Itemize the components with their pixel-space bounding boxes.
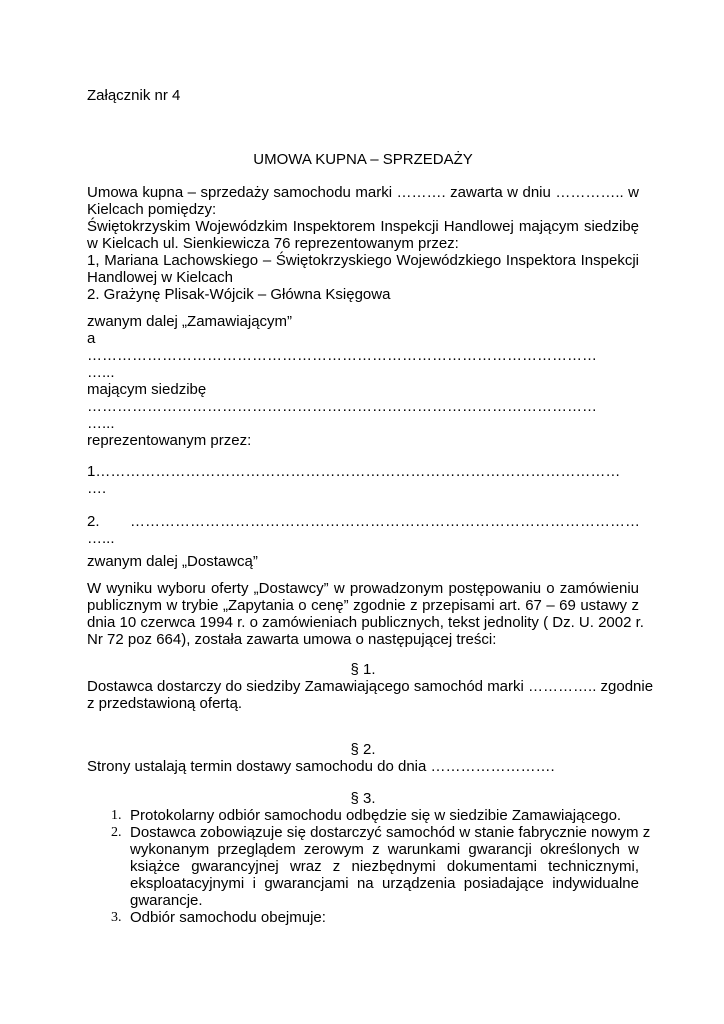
list-item-text: Protokolarny odbiór samochodu odbędzie się w siedzibie Zamawiającego. [130,807,622,824]
list-item-text: Dostawca zobowiązuje się dostarczyć samochód w stanie fabrycznie nowym z [130,824,651,841]
seat-placeholder: ………………………………………………………………………………………… [87,398,597,415]
preamble-line: publicznym w trybie „Zapytania o cenę” zgodnie z przepisami art. 67 – 69 ustawy z [87,597,639,614]
representative-2-placeholder: ………………………………………………………………………………………… [130,513,640,530]
preamble-line: Nr 72 poz 664), została zawarta umowa o następującej treści: [87,631,497,648]
representative-1-placeholder-cont: …. [87,480,107,497]
list-number: 2. [111,825,122,840]
section-2-text: Strony ustalają termin dostawy samochodu do dnia ……………………. [87,758,555,775]
section-2-heading: § 2. [350,741,376,758]
list-number: 1. [111,808,122,823]
conjunction-a: a [87,330,96,347]
list-item-text: Odbiór samochodu obejmuje: [130,909,326,926]
representative-1-placeholder: 1…………………………………………………………………………………………… [87,463,620,480]
representative-2-number: 2. [87,513,100,530]
section-1-heading: § 1. [350,661,376,678]
ordering-party-label: zwanym dalej „Zamawiającym” [87,313,293,330]
section-1-text: z przedstawioną ofertą. [87,695,243,712]
intro-line: Kielcach pomiędzy: [87,201,217,218]
list-item-text: eksploatacyjnymi i gwarancjami na urządzenia posiadające indywidualne [130,875,639,892]
preamble-line: W wyniku wyboru oferty „Dostawcy” w prowadzonym postępowaniu o zamówieniu [87,580,639,597]
supplier-name-placeholder-cont: …... [87,364,115,381]
supplier-name-placeholder: ………………………………………………………………………………………… [87,347,597,364]
intro-line: Handlowej w Kielcach [87,269,233,286]
represented-by-label: reprezentowanym przez: [87,432,252,449]
document-title: UMOWA KUPNA – SPRZEDAŻY [253,151,473,168]
attachment-label: Załącznik nr 4 [87,87,181,104]
list-item-text: wykonanym przeglądem zerowym z warunkami gwarancji określonych w [130,841,639,858]
seat-placeholder-cont: …... [87,415,115,432]
preamble-line: dnia 10 czerwca 1994 r. o zamówieniach publicznych, tekst jednolity ( Dz. U. 2002 r. [87,614,644,631]
intro-line: 1, Mariana Lachowskiego – Świętokrzyskiego Wojewódzkiego Inspektora Inspekcji [87,252,639,269]
list-item-text: gwarancje. [130,892,203,909]
seat-label: mającym siedzibę [87,381,207,398]
intro-line: Umowa kupna – sprzedaży samochodu marki ………. zawarta w dniu ………….. w [87,184,639,201]
section-3-heading: § 3. [350,790,376,807]
representative-2-placeholder-cont: …... [87,530,115,547]
list-item-text: książce gwarancyjnej wraz z niezbędnymi dokumentami technicznymi, [130,858,639,875]
intro-line: Świętokrzyskim Wojewódzkim Inspektorem Inspekcji Handlowej mającym siedzibę [87,218,639,235]
intro-line: w Kielcach ul. Sienkiewicza 76 reprezentowanym przez: [87,235,459,252]
section-1-text: Dostawca dostarczy do siedziby Zamawiającego samochód marki ………….. zgodnie [87,678,654,695]
intro-line: 2. Grażynę Plisak-Wójcik – Główna Księgowa [87,286,391,303]
supplier-label: zwanym dalej „Dostawcą” [87,553,258,570]
list-number: 3. [111,910,122,925]
